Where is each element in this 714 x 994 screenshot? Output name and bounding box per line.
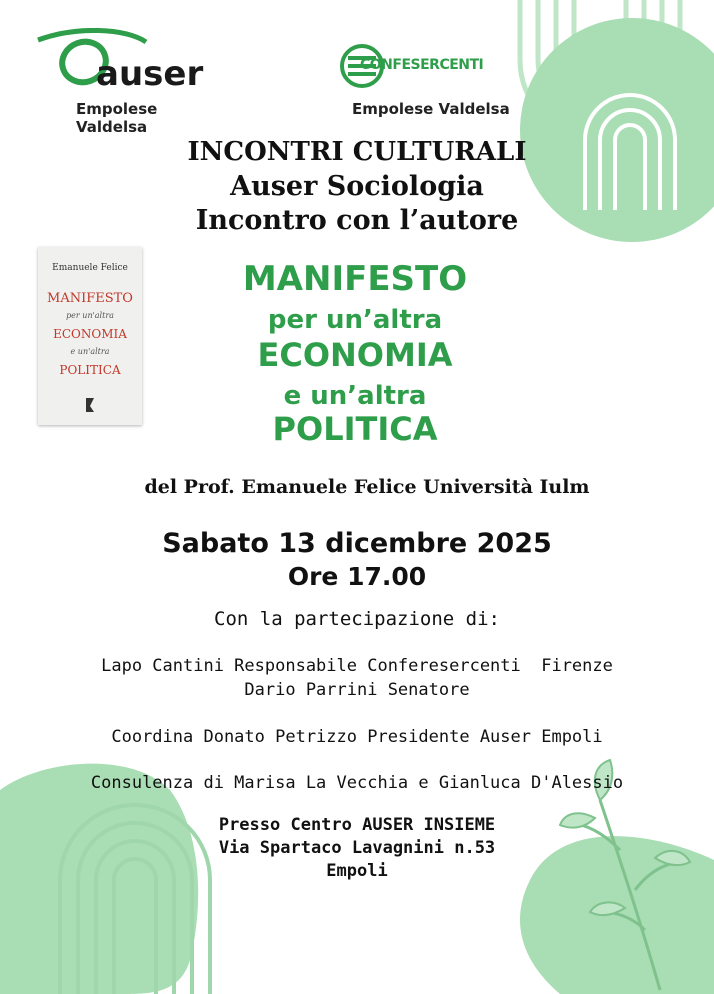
- book-cover-title-3: ECONOMIA: [53, 327, 127, 341]
- venue-line-3: Empoli: [326, 861, 388, 881]
- book-cover-title-4: e un'altra: [70, 347, 110, 356]
- venue-line-1: Presso Centro AUSER INSIEME: [218, 815, 496, 835]
- heading-line-2: Auser Sociologia: [230, 171, 484, 202]
- author-line: del Prof. Emanuele Felice Università Iulm: [144, 476, 590, 498]
- title-line-1: MANIFESTO: [242, 259, 468, 299]
- participation-label: Con la partecipazione di:: [214, 608, 500, 630]
- venue-line-2: Via Spartaco Lavagnini n.53: [218, 838, 496, 858]
- book-cover-title-2: per un'altra: [66, 311, 114, 320]
- book-cover-title-1: MANIFESTO: [47, 291, 133, 306]
- auser-subtitle: Empolese Valdelsa: [76, 100, 158, 136]
- title-line-5: POLITICA: [272, 410, 438, 448]
- title-line-3: ECONOMIA: [257, 336, 453, 374]
- auser-logo: [36, 28, 216, 136]
- event-date: Sabato 13 dicembre 2025: [162, 528, 552, 559]
- publisher-logo-icon: [84, 397, 96, 413]
- event-time: Ore 17.00: [287, 562, 427, 591]
- consultancy-line: Consulenza di Marisa La Vecchia e Gianluca D'Alessio: [90, 773, 624, 793]
- participant-1: Lapo Cantini Responsabile Conferesercenti Firenze: [101, 656, 613, 676]
- confesercenti-logo-text: CONFESERCENTI: [360, 57, 484, 73]
- participant-2: Dario Parrini Senatore: [244, 680, 470, 700]
- auser-logo-text: auser: [96, 54, 204, 94]
- confesercenti-subtitle: Empolese Valdelsa: [352, 100, 510, 118]
- heading-line-3: Incontro con l’autore: [195, 205, 519, 236]
- title-line-2: per un’altra: [267, 305, 443, 335]
- heading-line-1: INCONTRI CULTURALI: [187, 137, 527, 167]
- book-cover-title-5: POLITICA: [59, 363, 121, 377]
- coordinator-line: Coordina Donato Petrizzo Presidente Auser Empoli: [111, 727, 603, 747]
- book-cover-author: Emanuele Felice: [52, 263, 128, 273]
- title-line-4: e un’altra: [283, 381, 427, 411]
- book-cover: [38, 247, 142, 425]
- confesercenti-logo: [340, 44, 520, 120]
